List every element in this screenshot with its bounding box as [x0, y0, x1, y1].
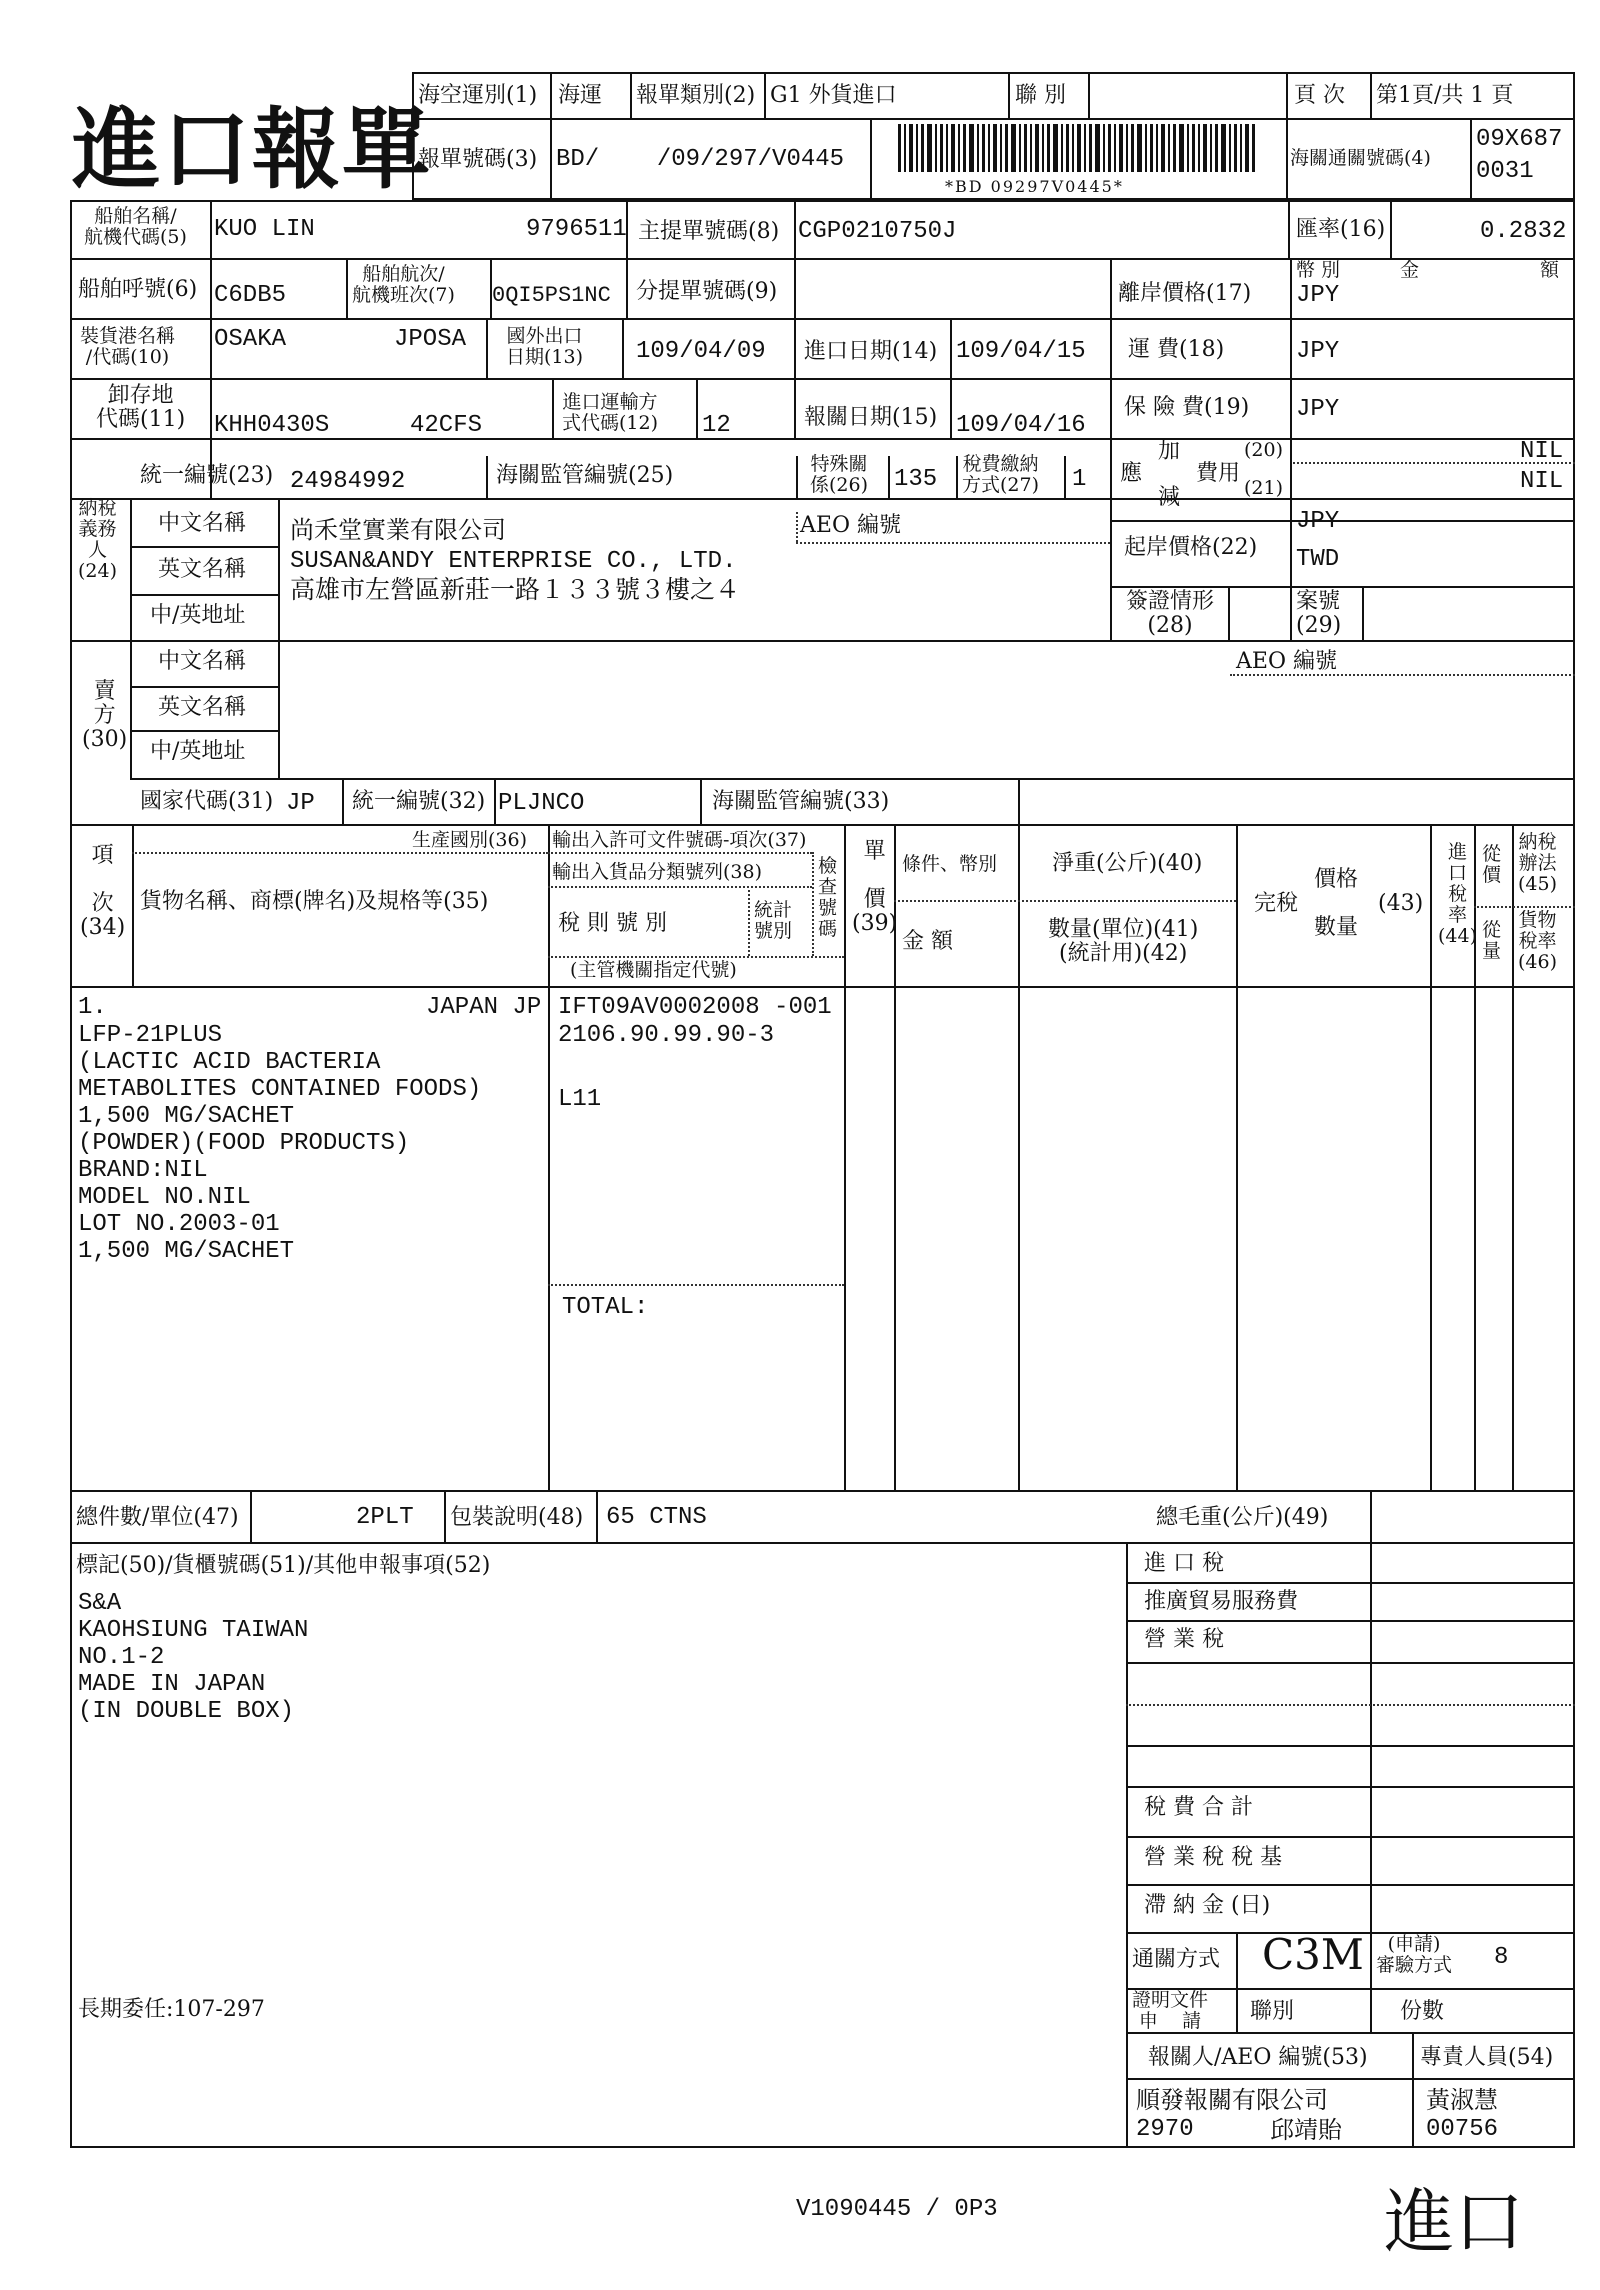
ad-valorem-header: 從 價 [1482, 843, 1502, 886]
storage-code: KHH0430S [214, 412, 330, 439]
importer-en-name-label: 英文名稱 [158, 557, 247, 582]
cif-currency-2: TWD [1296, 546, 1340, 573]
cif-label: 起岸價格(22) [1124, 535, 1258, 560]
transport-code-label: 進口運輸方 式代碼(12) [562, 391, 659, 434]
broker-name: 順發報關有限公司 [1136, 2086, 1328, 2114]
clearance-value: C3M [1262, 1930, 1364, 1979]
exchange-value: 0.2832 [1480, 218, 1567, 245]
adjust-label-d: 費用 [1196, 461, 1241, 486]
qty-header: 數量 [1314, 915, 1359, 940]
import-rate-header: 進 口 稅 率 (44) [1438, 841, 1478, 947]
vessel-label: 船舶名稱/ 航機代碼(5) [84, 205, 187, 248]
item-permit: IFT09AV0002008 -001 [558, 994, 832, 1021]
barcode-image [898, 124, 1258, 172]
customs-code-label: 海關通關號碼(4) [1290, 147, 1431, 169]
item-number: 1. [78, 994, 107, 1021]
declaration-type-value: G1 外貨進口 [770, 83, 897, 108]
goods-tax-header: 貨物 稅率 (46) [1518, 909, 1558, 973]
gross-weight-label: 總毛重(公斤)(49) [1156, 1505, 1329, 1530]
category-header: 輸出入貨品分類號列(38) [552, 861, 763, 883]
tax-base-label: 營 業 稅 稅 基 [1144, 1845, 1282, 1870]
import-date-value: 109/04/15 [956, 338, 1086, 365]
callsign-label: 船舶呼號(6) [78, 277, 198, 302]
transport-code-value: 12 [702, 412, 731, 439]
importer-address-label: 中/英地址 [150, 603, 246, 628]
authority-header: (主管機關指定代號) [570, 959, 737, 981]
callsign-value: C6DB5 [214, 282, 287, 309]
case-label: 案號 (29) [1296, 589, 1342, 638]
duty-header: 完稅 [1254, 891, 1299, 916]
total-label: TOTAL: [562, 1294, 649, 1321]
packing-value: 65 CTNS [606, 1504, 707, 1531]
item-description: LFP-21PLUS (LACTIC ACID BACTERIA METABOLITES CONTAINED FOODS) 1,500 MG/SACHET (POWDER)(FOOD PRODUCTS) BRAND:NIL MODEL NO.NIL LOT NO.2003-01 1,500 MG/SACHET [78, 1022, 482, 1265]
broker-label: 報關人/AEO 編號(53) [1148, 2045, 1368, 2070]
seller-aeo-label: AEO 編號 [1236, 649, 1337, 674]
inspection-label: (申請) 審驗方式 [1376, 1933, 1453, 1976]
seller-address-label: 中/英地址 [150, 739, 246, 764]
cert-copy-label: 聯別 [1250, 1999, 1295, 2024]
unit-price-header: 單 價 (39) [852, 839, 898, 936]
broker-person: 邱靖貽 [1270, 2116, 1342, 2144]
promotion-fee-label: 推廣貿易服務費 [1144, 1589, 1299, 1614]
business-tax-label: 營 業 稅 [1144, 1627, 1224, 1652]
loading-port-label: 裝貨港名稱 /代碼(10) [80, 325, 176, 368]
customs-code-2: 0031 [1476, 158, 1534, 185]
loading-port-value: OSAKA [214, 326, 287, 353]
declare-date-value: 109/04/16 [956, 412, 1086, 439]
importer-tax-method: 1 [1072, 466, 1087, 493]
amount-header: 金 額 [902, 929, 953, 954]
adjust-sub: NIL [1520, 468, 1564, 495]
export-date-label: 國外出口 日期(13) [506, 325, 584, 368]
staff-name: 黃淑慧 [1426, 2086, 1498, 2114]
quantity-header: 數量(單位)(41) (統計用)(42) [1048, 917, 1199, 966]
cert-label: 證明文件 申 請 [1132, 1989, 1209, 2032]
price-no-header: (43) [1378, 891, 1424, 916]
amount-label-a: 金 [1400, 259, 1420, 281]
amount-label-b: 額 [1540, 259, 1560, 281]
seller-en-name-label: 英文名稱 [158, 695, 247, 720]
storage-extra: 42CFS [410, 412, 483, 439]
permit-header: 輸出入許可文件號碼-項次(37) [552, 829, 807, 851]
vessel-name: KUO LIN [214, 216, 315, 243]
adjust-label-a: 加 [1158, 439, 1181, 464]
seller-country-label: 國家代碼(31) [140, 789, 274, 814]
long-term-authorization: 長期委任:107-297 [78, 1997, 265, 2022]
importer-aeo-label: AEO 編號 [800, 513, 901, 538]
decl-no-value: BD/ /09/297/V0445 [556, 146, 845, 173]
seller-section-label: 賣 方 (30) [82, 679, 128, 752]
importer-supervision-label: 海關監管編號(25) [496, 463, 674, 488]
import-date-label: 進口日期(14) [804, 339, 938, 364]
importer-cn-name-label: 中文名稱 [158, 511, 247, 536]
barcode-text: *BD 09297V0445* [945, 177, 1124, 196]
specific-duty-header: 從 量 [1482, 919, 1502, 962]
importer-cn-name: 尚禾堂實業有限公司 [290, 516, 506, 544]
staff-code: 00756 [1426, 2116, 1499, 2143]
fob-currency: JPY [1296, 282, 1340, 309]
transport-mode-value: 海運 [558, 83, 603, 108]
storage-label: 卸存地 代碼(11) [96, 383, 186, 432]
package-count: 2PLT [356, 1504, 414, 1531]
import-duty-label: 進 口 稅 [1144, 1551, 1224, 1576]
fob-label: 離岸價格(17) [1118, 281, 1252, 306]
adjust-label-f: (21) [1244, 477, 1284, 499]
footer-stamp: 進口 [1384, 2181, 1524, 2263]
export-date-value: 109/04/09 [636, 338, 766, 365]
item-tariff: 2106.90.99.90-3 [558, 1022, 775, 1049]
document-title: 進口報單 [72, 97, 433, 201]
description-header: 貨物名稱、商標(牌名)及規格等(35) [140, 889, 489, 914]
seller-supervision-label: 海關監管編號(33) [712, 789, 890, 814]
tariff-header: 稅 則 號 別 [558, 911, 667, 936]
marks-label: 標記(50)/貨櫃號碼(51)/其他申報事項(52) [76, 1553, 491, 1578]
adjust-label-c: 減 [1158, 485, 1181, 510]
importer-address: 高雄市左營區新莊一路１３３號３樓之４ [290, 575, 741, 604]
importer-uid-label: 統一編號(23) [140, 463, 274, 488]
package-count-label: 總件數/單位(47) [76, 1505, 239, 1530]
total-tax-label: 稅 費 合 計 [1144, 1795, 1253, 1820]
currency-label: 幣 別 [1296, 259, 1341, 281]
page-value: 第1頁/共 1 頁 [1376, 83, 1514, 108]
cert-copies-label: 份數 [1400, 1999, 1445, 2024]
adjust-label-e: (20) [1244, 439, 1284, 461]
inspection-value: 8 [1494, 1944, 1509, 1971]
item-authority: L11 [558, 1086, 602, 1113]
stat-header: 統計 號別 [754, 899, 793, 942]
seller-uid-label: 統一編號(32) [352, 789, 486, 814]
importer-tax-method-label: 稅費繳納 方式(27) [962, 453, 1040, 496]
house-bl-label: 分提單號碼(9) [636, 279, 778, 304]
importer-special: 135 [894, 466, 938, 493]
master-bl-label: 主提單號碼(8) [638, 219, 780, 244]
page-label: 頁 次 [1294, 83, 1345, 108]
importer-special-label: 特殊關 係(26) [810, 453, 869, 496]
customs-code-1: 09X687 [1476, 126, 1563, 153]
item-no-header: 項 次 (34) [80, 843, 126, 940]
seller-cn-name-label: 中文名稱 [158, 649, 247, 674]
importer-section-label: 納稅 義務 人 (24) [78, 497, 118, 582]
master-bl-value: CGP0210750J [798, 218, 957, 245]
staff-label: 專責人員(54) [1420, 2045, 1554, 2070]
visa-label: 簽證情形 (28) [1126, 589, 1215, 638]
importer-en-name: SUSAN&ANDY ENTERPRISE CO., LTD. [290, 548, 737, 575]
voyage-value: 0QI5PS1NC [492, 283, 611, 308]
insurance-label: 保 險 費(19) [1124, 395, 1250, 420]
voyage-label: 船舶航次/ 航機班次(7) [352, 263, 455, 306]
inspect-header: 檢 查 號 碼 [818, 855, 838, 940]
seller-uid: PLJNCO [498, 790, 585, 817]
net-weight-header: 淨重(公斤)(40) [1052, 851, 1203, 876]
vessel-code: 9796511 [526, 216, 627, 243]
loading-code-value: JPOSA [394, 326, 467, 353]
marks-text: S&A KAOHSIUNG TAIWAN NO.1-2 MADE IN JAPAN (IN DOUBLE BOX) [78, 1590, 309, 1725]
seller-country: JP [286, 790, 315, 817]
tax-method-header: 納稅 辦法 (45) [1518, 831, 1558, 895]
item-origin: JAPAN JP [426, 994, 542, 1021]
adjust-add: NIL [1520, 438, 1564, 465]
packing-label: 包裝說明(48) [450, 1505, 584, 1530]
adjust-label-b: 應 [1120, 461, 1143, 486]
copy-label: 聯 別 [1015, 83, 1066, 108]
cif-currency-1: JPY [1296, 508, 1340, 535]
freight-currency: JPY [1296, 338, 1340, 365]
declaration-type-label: 報單類別(2) [636, 83, 756, 108]
freight-label: 運 費(18) [1128, 337, 1225, 362]
broker-code: 2970 [1136, 2116, 1194, 2143]
importer-uid: 24984992 [290, 468, 406, 495]
declare-date-label: 報關日期(15) [804, 405, 938, 430]
origin-header: 生產國別(36) [412, 829, 528, 851]
footer-code: V1090445 / 0P3 [796, 2196, 998, 2223]
clearance-label: 通關方式 [1132, 1947, 1221, 1972]
insurance-currency: JPY [1296, 396, 1340, 423]
decl-no-label: 報單號碼(3) [418, 147, 538, 172]
transport-mode-label: 海空運別(1) [418, 83, 538, 108]
late-fee-label: 滯 納 金 (日) [1144, 1893, 1271, 1918]
exchange-label: 匯率(16) [1296, 217, 1386, 242]
terms-header: 條件、幣別 [902, 853, 998, 875]
price-header: 價格 [1314, 867, 1359, 892]
